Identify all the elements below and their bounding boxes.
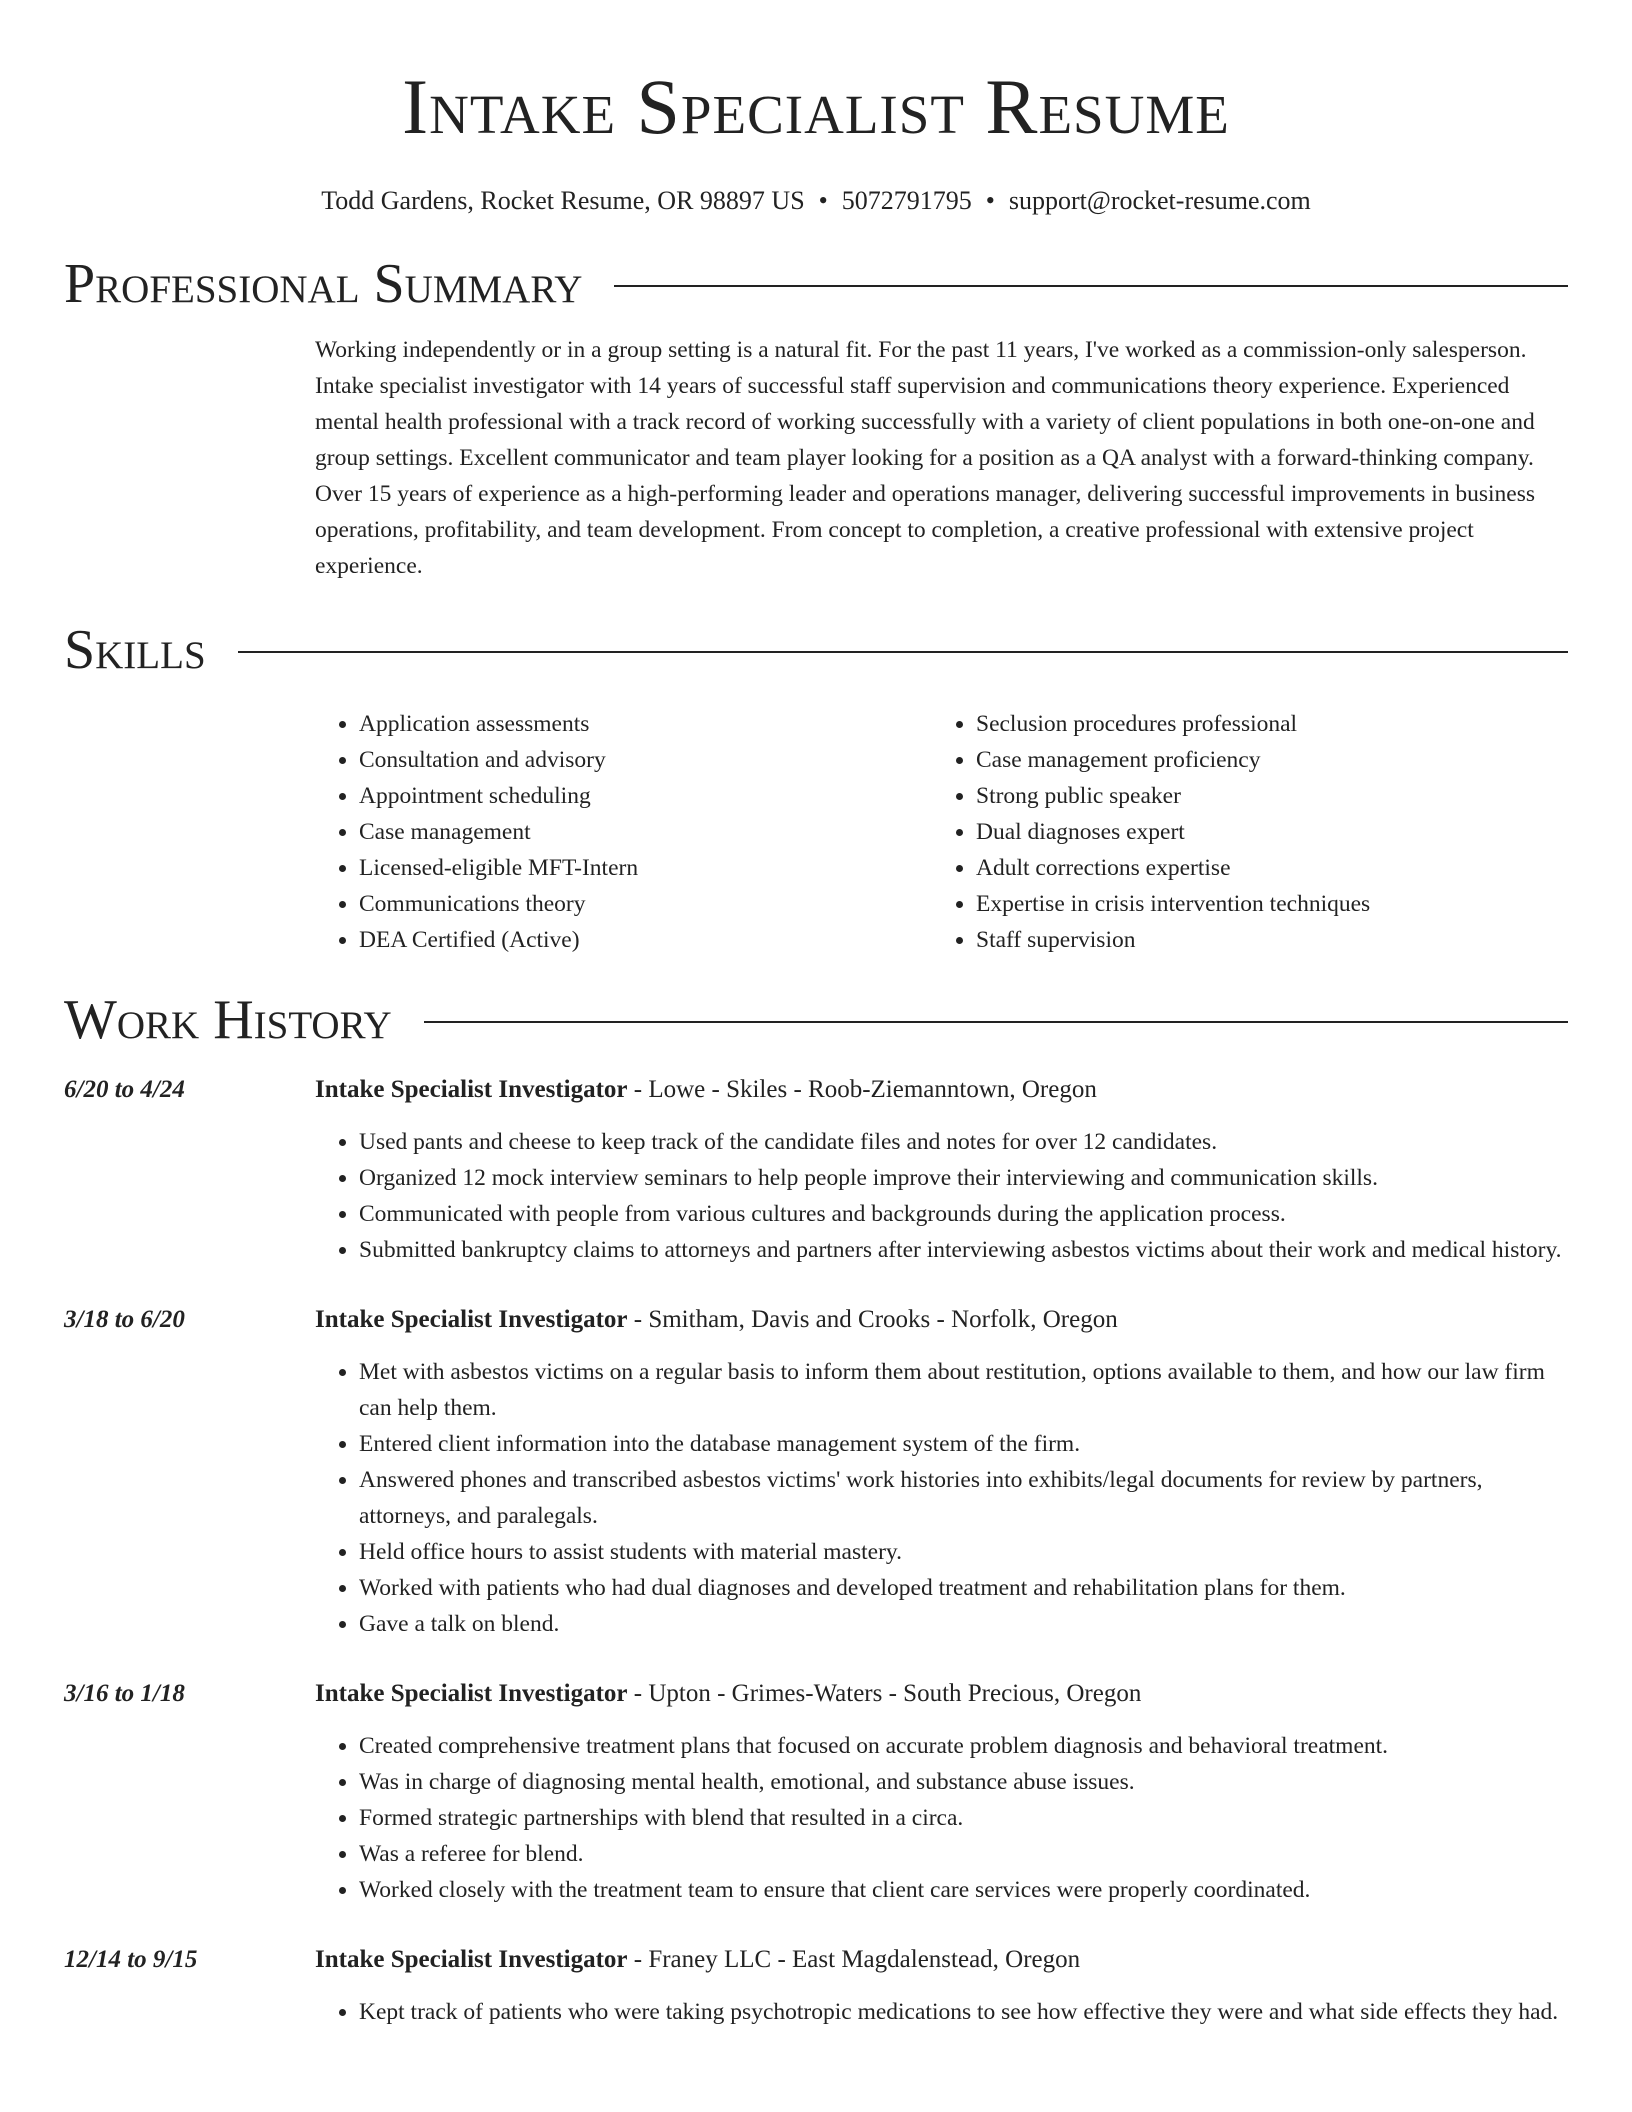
address: Todd Gardens, Rocket Resume, OR 98897 US [321, 186, 805, 215]
job-bullet: • Communicated with people from various cultures and backgrounds during the application process. [359, 1196, 1568, 1232]
email: support@rocket-resume.com [1008, 186, 1311, 215]
job-employer: - Franey LLC - East Magdalenstead, Oregon [627, 1946, 1081, 1973]
job-dates: 3/18 to 6/20 [64, 1306, 185, 1333]
work-section-header [64, 988, 1568, 1052]
job-title: Intake Specialist Investigator [315, 1306, 628, 1333]
contact-line [64, 184, 1568, 218]
work-history-list [64, 1072, 1568, 2030]
job-entry [64, 1942, 1568, 2030]
job-bullet: • Kept track of patients who were taking psychotropic medications to see how effective they were and what side effects they had. [359, 1994, 1568, 2030]
job-entry [64, 1676, 1568, 1908]
skill-item: • Strong public speaker [976, 778, 1549, 814]
skill-item: • DEA Certified (Active) [359, 922, 932, 958]
job-title: Intake Specialist Investigator [315, 1680, 628, 1707]
skill-item: • Staff supervision [976, 922, 1549, 958]
job-employer: - Lowe - Skiles - Roob-Ziemanntown, Oregon [627, 1076, 1097, 1103]
job-dates: 3/16 to 1/18 [64, 1680, 185, 1707]
resume-title: Intake Specialist Resume [402, 63, 1230, 150]
job-body [315, 1676, 1568, 1908]
job-bullet: • Worked with patients who had dual diagnoses and developed treatment and rehabilitation plans for them. [359, 1570, 1568, 1606]
job-bullet: • Used pants and cheese to keep track of the candidate files and notes for over 12 candidates. [359, 1124, 1568, 1160]
phone: 5072791795 [841, 186, 972, 215]
skill-item: • Dual diagnoses expert [976, 814, 1549, 850]
bullet-separator: • [985, 186, 995, 215]
job-bullet: • Formed strategic partnerships with blend that resulted in a circa. [359, 1800, 1568, 1836]
skills-column-left [315, 706, 932, 958]
job-bullet: • Created comprehensive treatment plans that focused on accurate problem diagnosis and behavioral treatment. [359, 1728, 1568, 1764]
section-title-summary: Professional Summary [64, 253, 583, 315]
skill-item: • Consultation and advisory [359, 742, 932, 778]
skill-item: • Case management proficiency [976, 742, 1549, 778]
skill-item: • Communications theory [359, 886, 932, 922]
job-body [315, 1072, 1568, 1268]
skills-list [315, 706, 1568, 958]
job-bullets [315, 1728, 1568, 1908]
job-bullet: • Was in charge of diagnosing mental health, emotional, and substance abuse issues. [359, 1764, 1568, 1800]
section-title-work: Work History [64, 989, 392, 1051]
job-bullet: • Was a referee for blend. [359, 1836, 1568, 1872]
skill-item: • Seclusion procedures professional [976, 706, 1549, 742]
job-employer: - Smitham, Davis and Crooks - Norfolk, Oregon [627, 1306, 1118, 1333]
job-bullet: • Worked closely with the treatment team to ensure that client care services were properly coordinated. [359, 1872, 1568, 1908]
section-rule [238, 651, 1568, 653]
skills-column-right [932, 706, 1549, 958]
job-bullet: • Answered phones and transcribed asbestos victims' work histories into exhibits/legal documents for review by partners, attorneys, and paralegals. [359, 1462, 1568, 1534]
skill-item: • Expertise in crisis intervention techniques [976, 886, 1549, 922]
job-heading [315, 1072, 1568, 1108]
job-body [315, 1942, 1568, 2030]
bullet-separator: • [818, 186, 828, 215]
section-rule [614, 285, 1568, 287]
job-heading [315, 1942, 1568, 1978]
job-bullets [315, 1994, 1568, 2030]
job-bullet: • Held office hours to assist students with material mastery. [359, 1534, 1568, 1570]
job-bullet: • Submitted bankruptcy claims to attorneys and partners after interviewing asbestos victims about their work and medical history. [359, 1232, 1568, 1268]
job-bullets [315, 1354, 1568, 1642]
summary-section-header [64, 252, 1568, 316]
job-heading [315, 1302, 1568, 1338]
job-title: Intake Specialist Investigator [315, 1076, 628, 1103]
job-bullet: • Gave a talk on blend. [359, 1606, 1568, 1642]
job-entry [64, 1302, 1568, 1642]
job-dates: 6/20 to 4/24 [64, 1076, 185, 1103]
job-employer: - Upton - Grimes-Waters - South Precious, Oregon [627, 1680, 1142, 1707]
section-rule [424, 1021, 1568, 1023]
job-bullet: • Met with asbestos victims on a regular basis to inform them about restitution, options available to them, and how our law firm can help them. [359, 1354, 1568, 1426]
job-bullet: • Organized 12 mock interview seminars to help people improve their interviewing and communication skills. [359, 1160, 1568, 1196]
skill-item: • Adult corrections expertise [976, 850, 1549, 886]
skill-item: • Appointment scheduling [359, 778, 932, 814]
job-bullet: • Entered client information into the database management system of the firm. [359, 1426, 1568, 1462]
job-dates: 12/14 to 9/15 [64, 1946, 198, 1973]
skill-item: • Case management [359, 814, 932, 850]
skills-section-header [64, 618, 1568, 682]
summary-text: Working independently or in a group setting is a natural fit. For the past 11 years, I've worked as a commission-only salesperson. Intake specialist investigator with 14 years of successful staff supervision and communications theory experience. Experienced mental health professional with a track record of working successfully with a variety of client populations in both one-on-one and group settings. Excellent communicator and team player looking for a position as a QA analyst with a forward-thinking company. Over 15 years of experience as a high-performing leader and operations manager, delivering successful improvements in business operations, profitability, and team development. From concept to completion, a creative professional with extensive project experience. [315, 337, 1535, 579]
job-title: Intake Specialist Investigator [315, 1946, 628, 1973]
job-body [315, 1302, 1568, 1642]
skill-item: • Application assessments [359, 706, 932, 742]
job-entry [64, 1072, 1568, 1268]
job-heading [315, 1676, 1568, 1712]
section-title-skills: Skills [64, 619, 206, 681]
skill-item: • Licensed-eligible MFT-Intern [359, 850, 932, 886]
job-bullets [315, 1124, 1568, 1268]
